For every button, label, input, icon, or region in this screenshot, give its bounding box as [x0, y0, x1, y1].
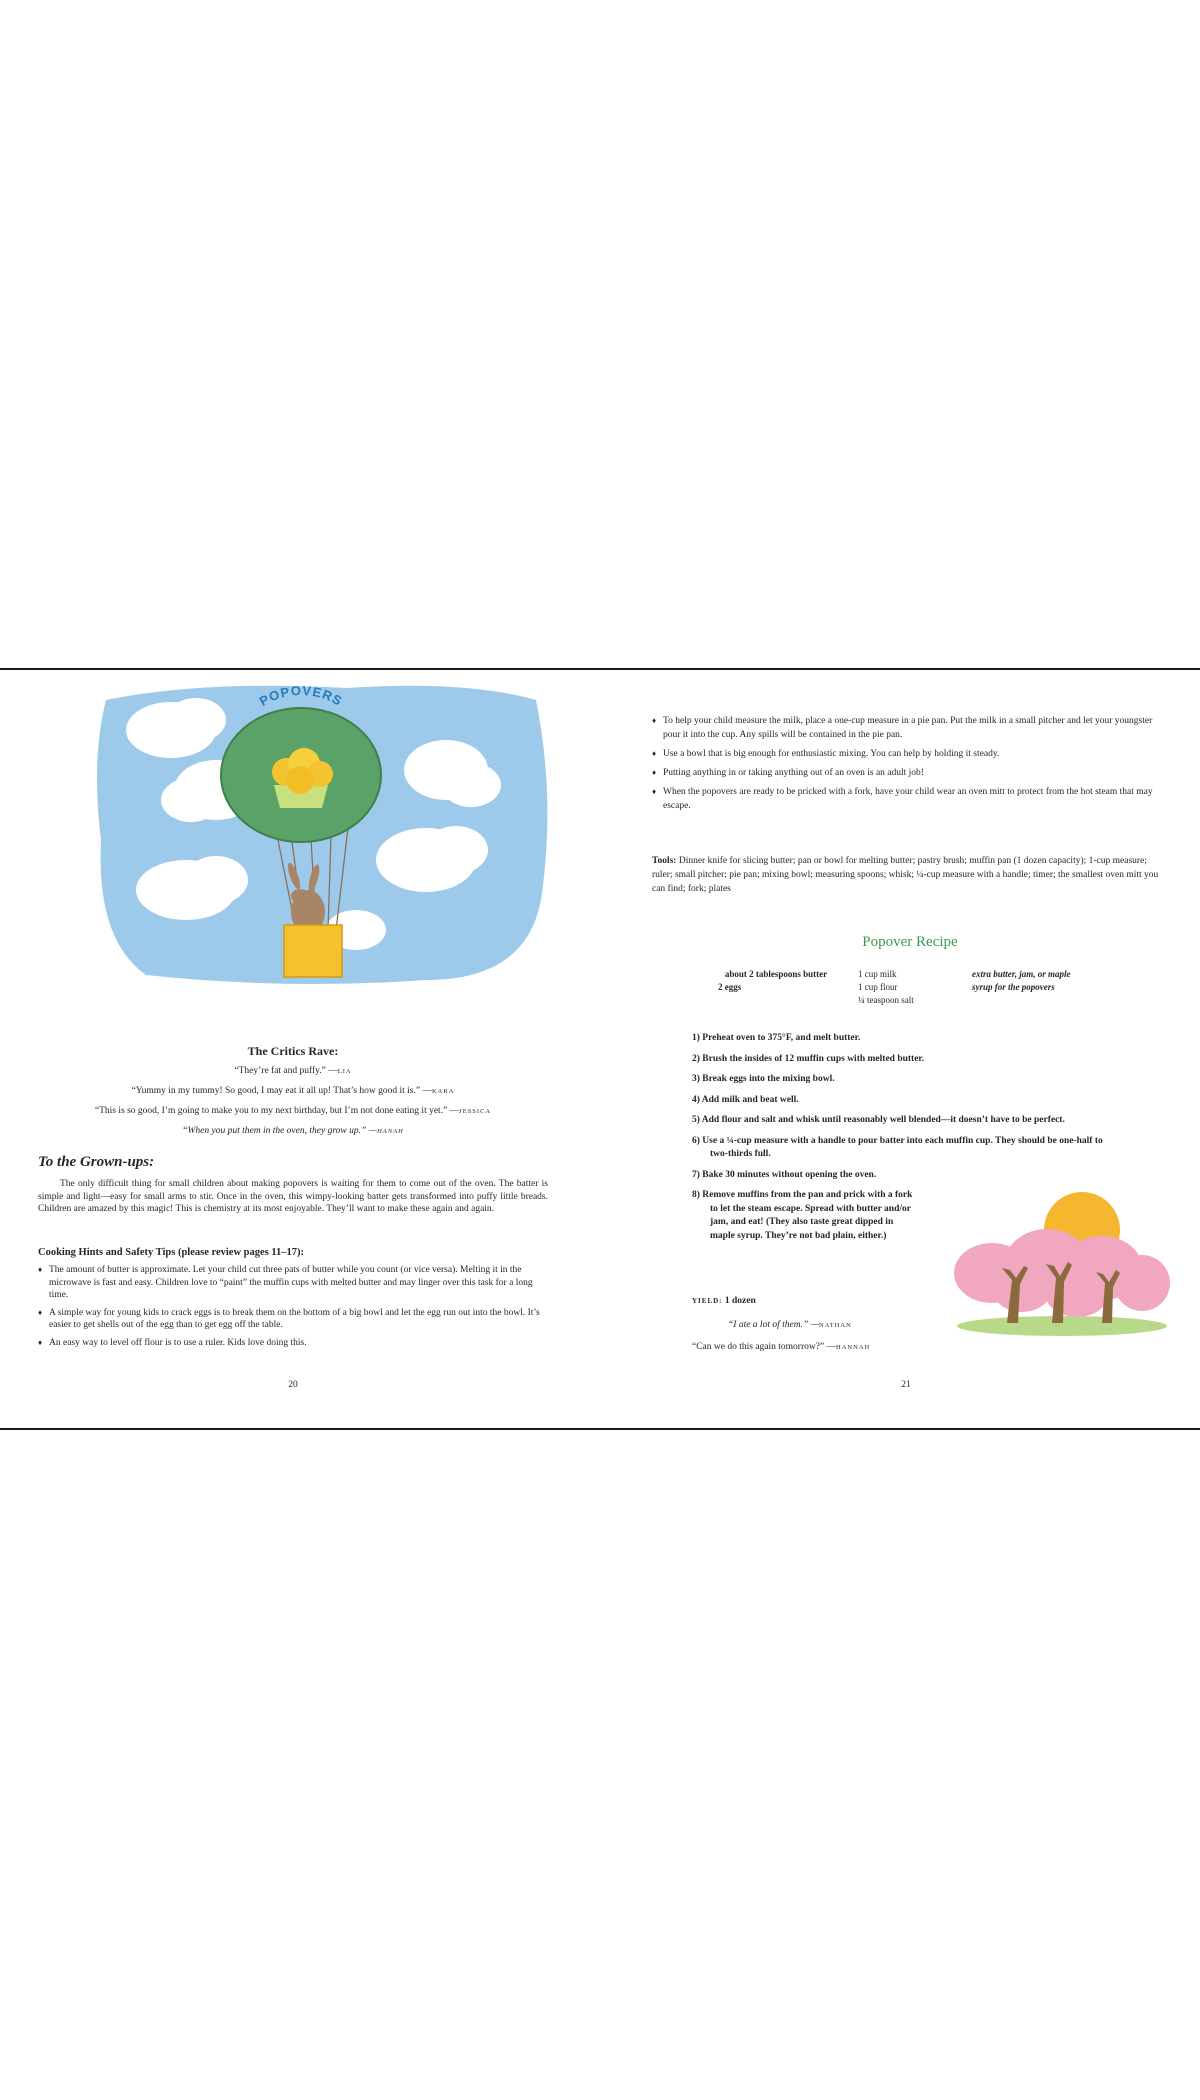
- recipe-step: 1) Preheat oven to 375°F, and melt butter.: [692, 1033, 861, 1043]
- hint-item: ♦ A simple way for young kids to crack eggs is to break them on the bottom of a big bowl and let the egg run out into the bowl. It’s easier to get shells out of the egg than to get egg off the table.: [38, 1307, 548, 1332]
- tips-list: [652, 714, 1168, 818]
- child-quote: “I ate a lot of them.” —NATHAN: [728, 1320, 852, 1330]
- critic-quote: “This is so good, I’m going to make you to my next birthday, but I’m not done eating it yet.” —JESSICA: [94, 1106, 492, 1116]
- ingredient: 1 cup milk: [858, 969, 897, 979]
- recipe-step: 8) Remove muffins from the pan and prick with a fork to let the steam escape. Spread with butter and/or jam, and eat! (They also taste great dipped in maple syrup. They’re not bad plain, either.): [692, 1190, 913, 1241]
- recipe-step: 4) Add milk and beat well.: [692, 1094, 799, 1105]
- ingredient: ¼ teaspoon salt: [858, 995, 914, 1005]
- tools-paragraph: [652, 854, 1168, 896]
- tip-item: ♦ When the popovers are ready to be pricked with a fork, have your child wear an oven mitt to protect from the hot steam that may escape.: [652, 785, 1168, 813]
- critic-quote: “When you put them in the oven, they grow up.” —HANAH: [182, 1126, 404, 1136]
- ingredient: 1 cup flour: [858, 982, 898, 992]
- critic-quote: “They’re fat and puffy.” —LIA: [234, 1066, 352, 1076]
- ingredient-column: [718, 968, 834, 994]
- tip-item: ♦ Putting anything in or taking anything out of an oven is an adult job!: [652, 766, 1168, 780]
- balloon-lettering: POPOVERS: [256, 682, 346, 709]
- tools-label: Tools:: [652, 856, 677, 866]
- hints-list: [38, 1264, 548, 1355]
- page-number-right: 21: [901, 1380, 911, 1390]
- hints-heading: Cooking Hints and Safety Tips (please review pages 11–17):: [38, 1247, 305, 1258]
- ingredient-column: [972, 968, 1088, 994]
- ingredient: about 2 tablespoons butter: [724, 969, 828, 979]
- ingredient: extra butter, jam, or maple syrup for the popovers: [972, 969, 1071, 992]
- recipe-step: 5) Add flour and salt and whisk until reasonably well blended—it doesn’t have to be perfect.: [692, 1115, 1065, 1125]
- recipe-step: 2) Brush the insides of 12 muffin cups with melted butter.: [692, 1053, 925, 1064]
- recipe-yield: YIELD: 1 dozen: [692, 1296, 756, 1306]
- hot-air-balloon-illustration: [86, 680, 556, 990]
- ingredient: 2 eggs: [718, 982, 742, 992]
- critics-title: The Critics Rave:: [247, 1044, 339, 1058]
- grownups-paragraph: The only difficult thing for small children about making popovers is waiting for them to come out of the oven. The batter is simple and light—easy for small arms to stir. Once in the oven, this wimpy-looking batter gets transformed into puffy little breads. Children are amazed by this magic! This is chemistry at its most enjoyable. They’ll want to make these again and again.: [38, 1179, 548, 1215]
- recipe-step: 3) Break eggs into the mixing bowl.: [692, 1074, 835, 1084]
- balloon-basket: [284, 925, 342, 977]
- blossom-trees-illustration: [952, 1188, 1172, 1338]
- hint-item: ♦ The amount of butter is approximate. Let your child cut three pats of butter while you count (or vice versa). Melting it in the microwave is fast and easy. Children love to “paint” the muffin cups with melted butter and may linger over this task for a long time.: [38, 1264, 548, 1302]
- page-number-left: 20: [288, 1380, 298, 1390]
- recipe-title: Popover Recipe: [862, 934, 958, 950]
- tip-item: ♦ Use a bowl that is big enough for enthusiastic mixing. You can help by holding it steady.: [652, 747, 1168, 761]
- tip-item: ♦ To help your child measure the milk, place a one-cup measure in a pie pan. Put the milk in a small pitcher and let your youngster pour it into the cup. Any spills will be contained in the pie pan.: [652, 714, 1168, 742]
- critic-quote: “Yummy in my tummy! So good, I may eat it all up! That’s how good it is.” —KARA: [131, 1086, 455, 1096]
- child-quote: “Can we do this again tomorrow?” —HANNAH: [692, 1342, 871, 1352]
- recipe-step: 7) Bake 30 minutes without opening the oven.: [692, 1169, 877, 1180]
- left-page: [38, 672, 548, 1426]
- tools-text: Dinner knife for slicing butter; pan or bowl for melting butter; pastry brush; muffin pan (1 dozen capacity); 1-cup measure; ruler; small pitcher; pie pan; mixing bowl; measuring spoons; whisk; ¼-cup measure with a handle; timer; the smallest oven mitt you can find; fork; plates: [652, 856, 1159, 894]
- right-page: [652, 672, 1172, 1426]
- ingredient-column: [858, 968, 968, 1007]
- bottom-divider: [0, 1428, 1200, 1430]
- top-divider: [0, 668, 1200, 670]
- hint-item: ♦ An easy way to level off flour is to use a ruler. Kids love doing this.: [38, 1337, 548, 1350]
- recipe-step: 6) Use a ¼-cup measure with a handle to pour batter into each muffin cup. They should be one-half to two-thirds full.: [692, 1135, 1103, 1159]
- grownups-heading: To the Grown-ups:: [38, 1154, 155, 1170]
